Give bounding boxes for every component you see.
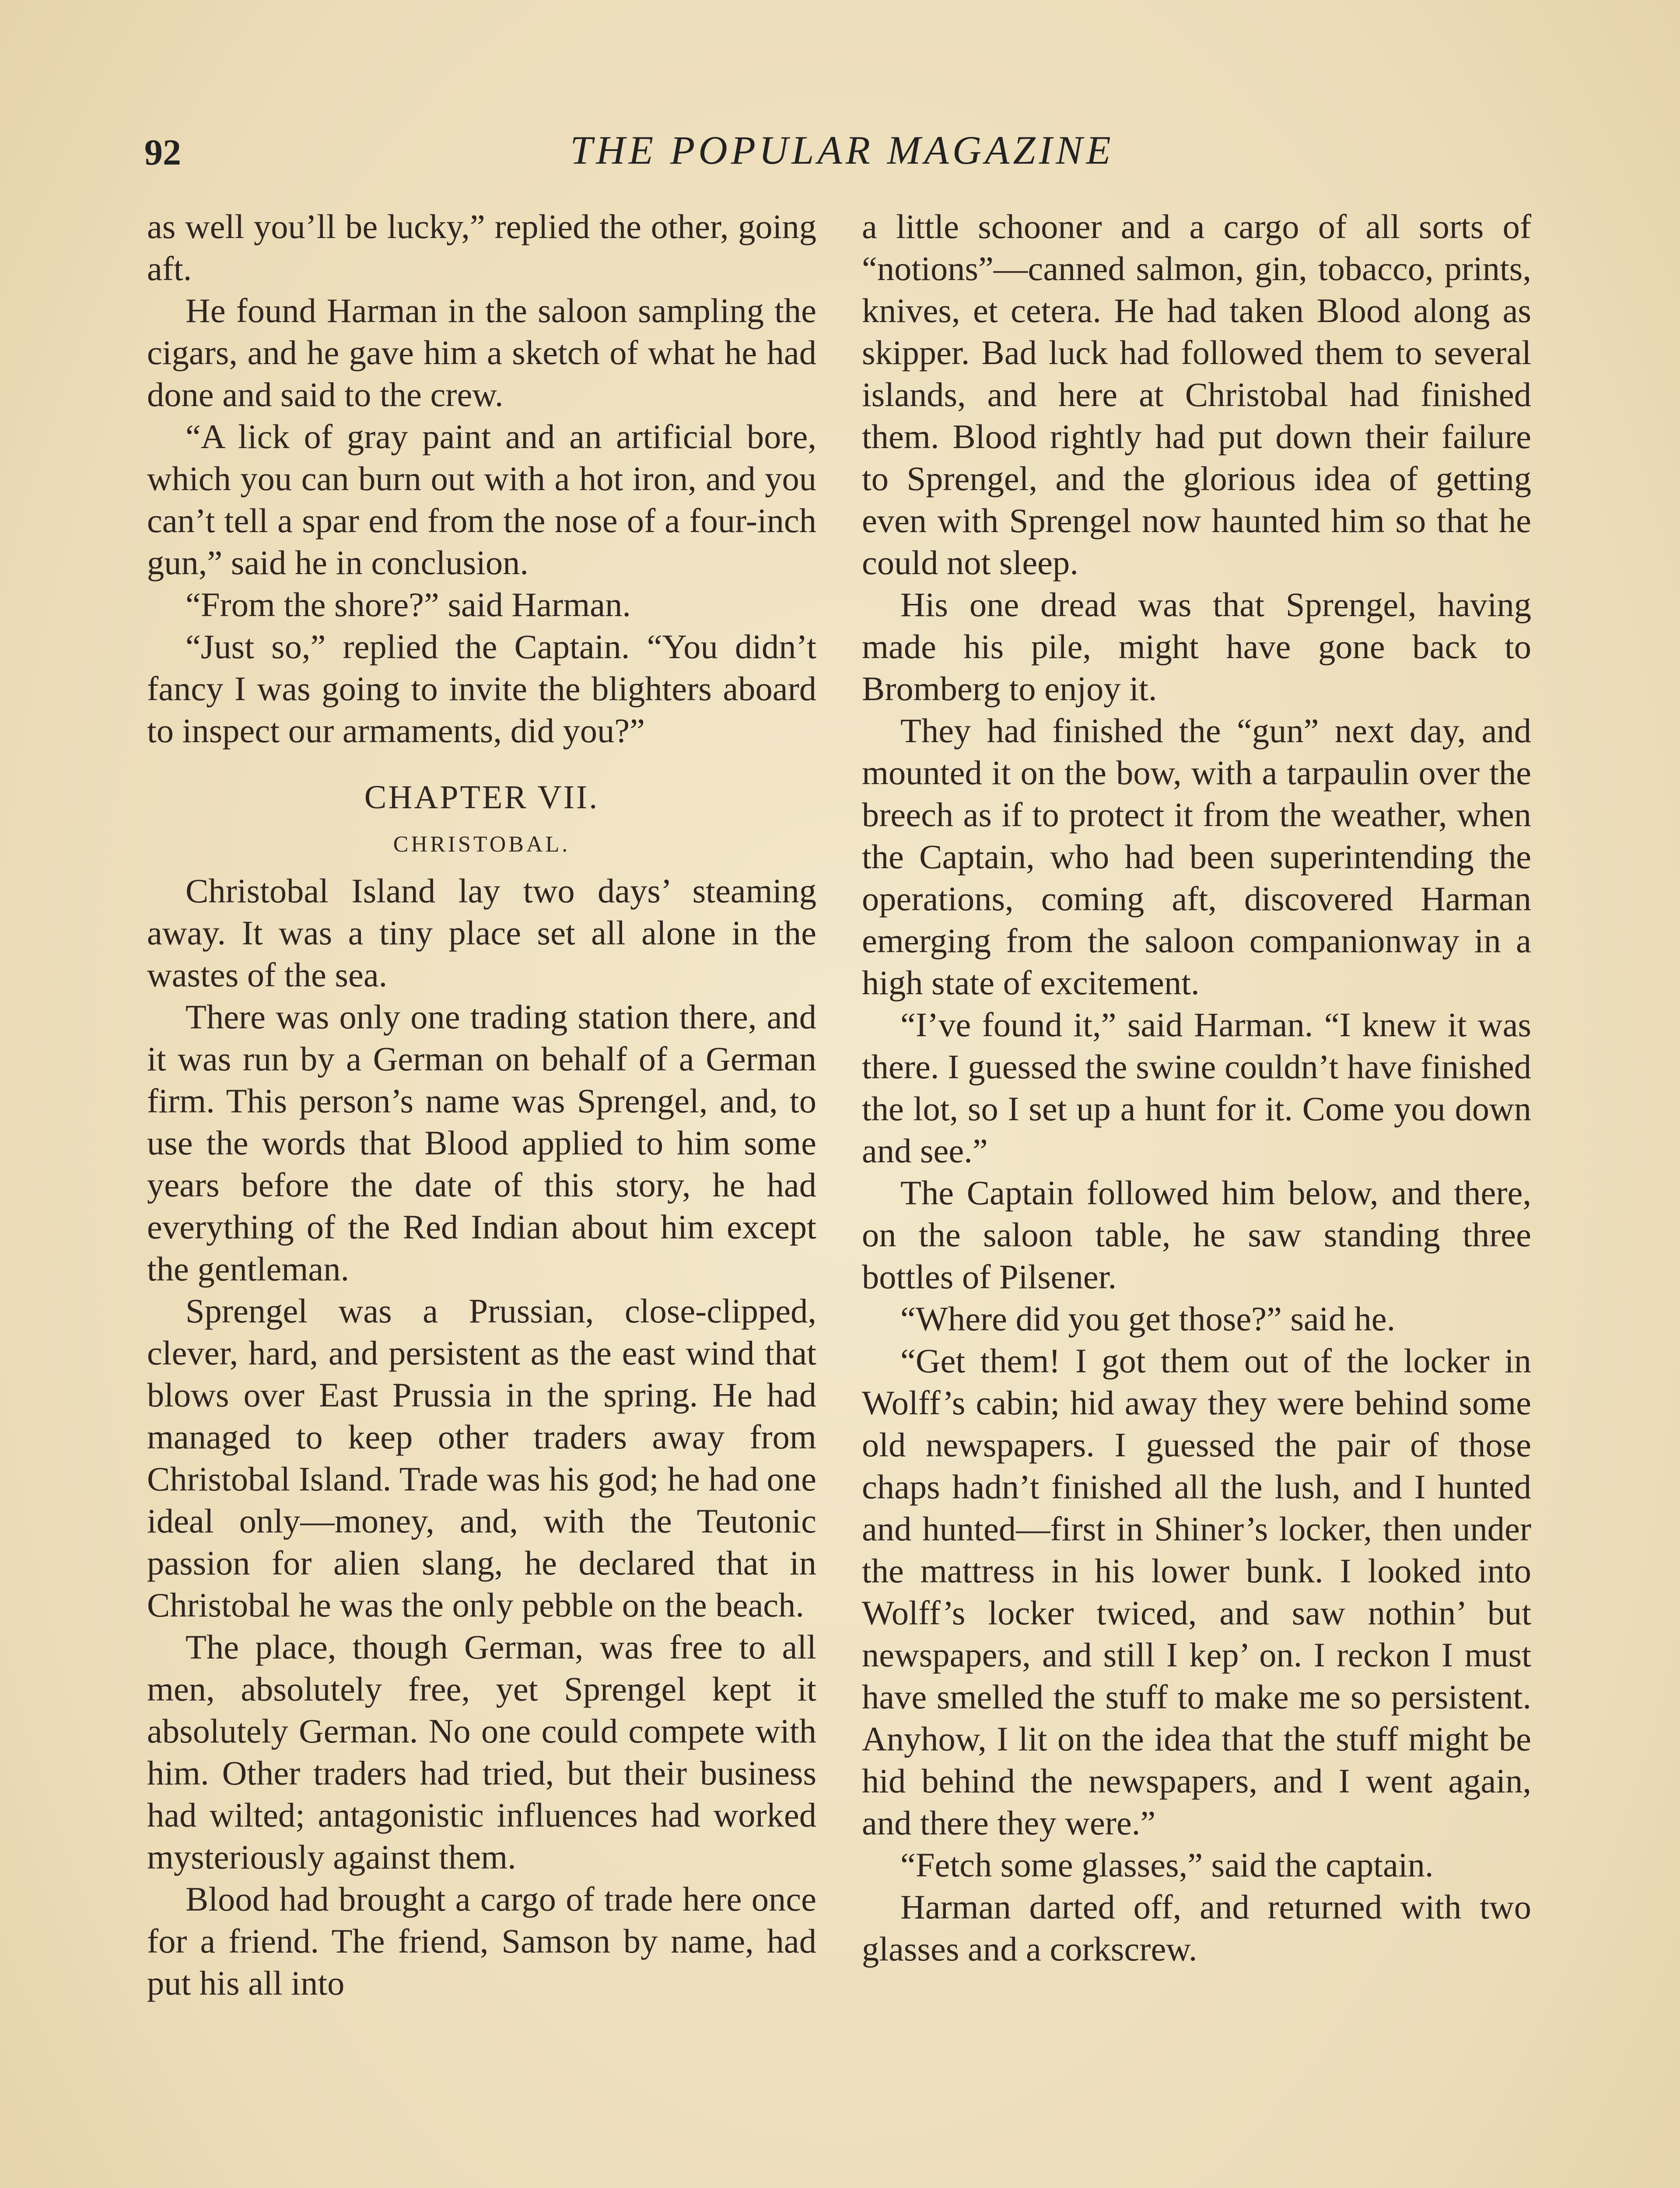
- page-number: 92: [144, 132, 181, 173]
- paragraph: as well you’ll be lucky,” replied the other, going aft.: [147, 207, 816, 288]
- paragraph: “A lick of gray paint and an artificial bore, which you can burn out with a hot iron, and you can’t tell a spar end from the nose of a four-inch gun,” said he in conclusion.: [147, 417, 816, 582]
- chapter-title: CHAPTER VII.: [364, 779, 599, 816]
- paragraph: His one dread was that Sprengel, having made his pile, might have gone back to Bromberg to enjoy it.: [862, 586, 1531, 708]
- running-title: THE POPULAR MAGAZINE: [570, 128, 1114, 172]
- paragraph: “Just so,” replied the Captain. “You didn’t fancy I was going to invite the blighters aboard to inspect our armaments, did you?”: [147, 628, 816, 750]
- paragraph: He found Harman in the saloon sampling the cigars, and he gave him a sketch of what he had done and said to the crew.: [147, 291, 816, 414]
- paragraph: The Captain followed him below, and there, on the saloon table, he saw standing three bottles of Pilsener.: [862, 1174, 1531, 1296]
- paragraph: “I’ve found it,” said Harman. “I knew it was there. I guessed the swine couldn’t have finished the lot, so I set up a hunt for it. Come you down and see.”: [862, 1006, 1531, 1170]
- paragraph: “Get them! I got them out of the locker in Wolff’s cabin; hid away they were behind some old newspapers. I guessed the pair of those chaps hadn’t finished all the lush, and I hunted and hunted—first in Shiner’s locker, then under the mattress in his lower bunk. I looked into Wolff’s locker twiced, and saw nothin’ but newspapers, and still I kep’ on. I reckon I must have smelled the stuff to make me so persistent. Anyhow, I lit on the idea that the stuff might be hid behind the newspapers, and I went again, and there they were.”: [862, 1342, 1531, 1842]
- paragraph: “Fetch some glasses,” said the captain.: [900, 1846, 1434, 1884]
- page-header: [144, 127, 1540, 179]
- paragraph: There was only one trading station there, and it was run by a German on behalf of a German firm. This person’s name was Sprengel, and, to use the words that Blood applied to him some years before the date of this story, he had everything of the Red Indian about him except the gentleman.: [147, 998, 816, 1288]
- paragraph: Blood had brought a cargo of trade here once for a friend. The friend, Samson by name, had put his all into: [147, 1880, 816, 2002]
- paragraph: a little schooner and a cargo of all sorts of “notions”—canned salmon, gin, tobacco, prints, knives, et cetera. He had taken Blood along as skipper. Bad luck had followed them to several islands, and here at Christobal had finished them. Blood rightly had put down their failure to Sprengel, and the glorious idea of getting even with Sprengel now haunted him so that he could not sleep.: [862, 207, 1531, 582]
- paragraph: The place, though German, was free to all men, absolutely free, yet Sprengel kept it absolutely German. No one could compete with him. Other traders had tried, but their business had wilted; antagonistic influences had worked mysteriously against them.: [147, 1628, 816, 1876]
- paragraph: “From the shore?” said Harman.: [186, 586, 631, 624]
- left-column: [147, 206, 816, 2004]
- paragraph: Sprengel was a Prussian, close-clipped, clever, hard, and persistent as the east wind that blows over East Prussia in the spring. He had managed to keep other traders away from Christobal Island. Trade was his god; he had one ideal only—money, and, with the Teutonic passion for alien slang, he declared that in Christobal he was the only pebble on the beach.: [147, 1292, 816, 1624]
- paragraph: “Where did you get those?” said he.: [900, 1300, 1396, 1338]
- right-column: [862, 206, 1531, 1970]
- chapter-subtitle: CHRISTOBAL.: [393, 832, 570, 857]
- paragraph: Harman darted off, and returned with two glasses and a corkscrew.: [862, 1888, 1531, 1968]
- paragraph: Christobal Island lay two days’ steaming away. It was a tiny place set all alone in the wastes of the sea.: [147, 872, 816, 994]
- paragraph: They had finished the “gun” next day, and mounted it on the bow, with a tarpaulin over the breech as if to protect it from the weather, when the Captain, who had been superintending the operations, coming aft, discovered Harman emerging from the saloon companionway in a high state of excitement.: [862, 712, 1531, 1002]
